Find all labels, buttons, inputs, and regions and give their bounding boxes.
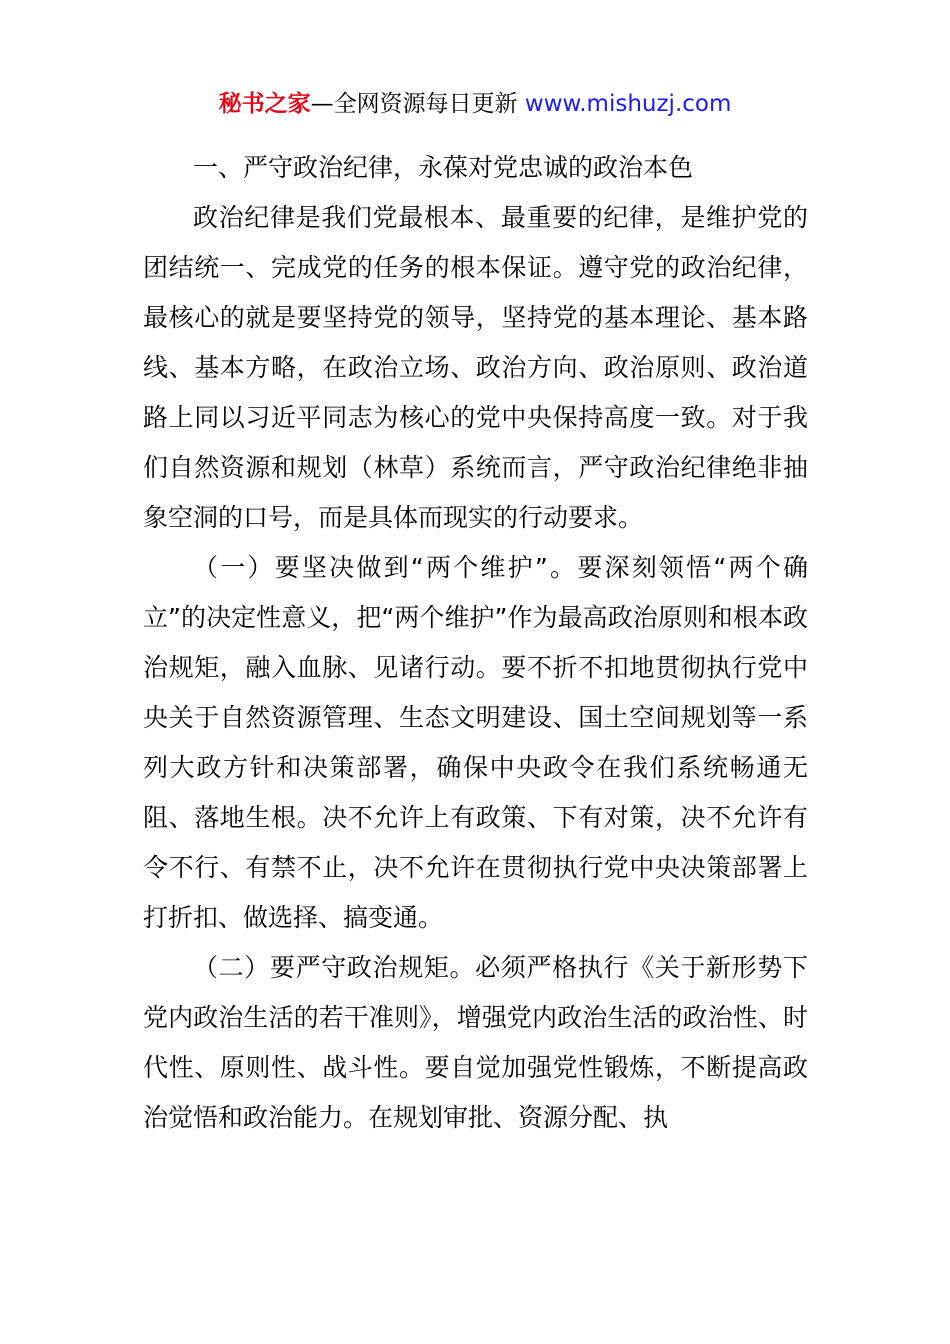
document-body [143,143,808,1143]
site-header [0,88,950,120]
body-paragraph: 政治纪律是我们党最根本、最重要的纪律，是维护党的团结统一、完成党的任务的根本保证。遵守党的政治纪律，最核心的就是要坚持党的领导，坚持党的基本理论、基本路线、基本方略，在政治立场、政治方向、政治原则、政治道路上同以习近平同志为核心的党中央保持高度一致。对于我们自然资源和规划（林草）系统而言，严守政治纪律绝非抽象空洞的口号，而是具体而现实的行动要求。 [143,203,808,532]
header-tagline: —全网资源每日更新 [310,91,525,117]
body-paragraph: （一）要坚决做到“两个维护”。要深刻领悟“两个确立”的决定性意义，把“两个维护”作为最高政治原则和根本政治规矩，融入血脉、见诸行动。要不折不扣地贯彻执行党中央关于自然资源管理、生态文明建设、国土空间规划等一系列大政方针和决策部署，确保中央政令在我们系统畅通无阻、落地生根。决不允许上有政策、下有对策，决不允许有令不行、有禁不止，决不允许在贯彻执行党中央决策部署上打折扣、做选择、搞变通。 [143,553,808,932]
site-url-link[interactable]: www.mishuzj.com [524,91,732,117]
section-heading: 一、严守政治纪律，永葆对党忠诚的政治本色 [193,153,694,182]
brand-name: 秘书之家 [218,91,311,117]
body-paragraph: （二）要严守政治规矩。必须严格执行《关于新形势下党内政治生活的若干准则》，增强党内政治生活的政治性、时代性、原则性、战斗性。要自觉加强党性锻炼，不断提高政治觉悟和政治能力。在规划审批、资源分配、执 [143,953,808,1132]
